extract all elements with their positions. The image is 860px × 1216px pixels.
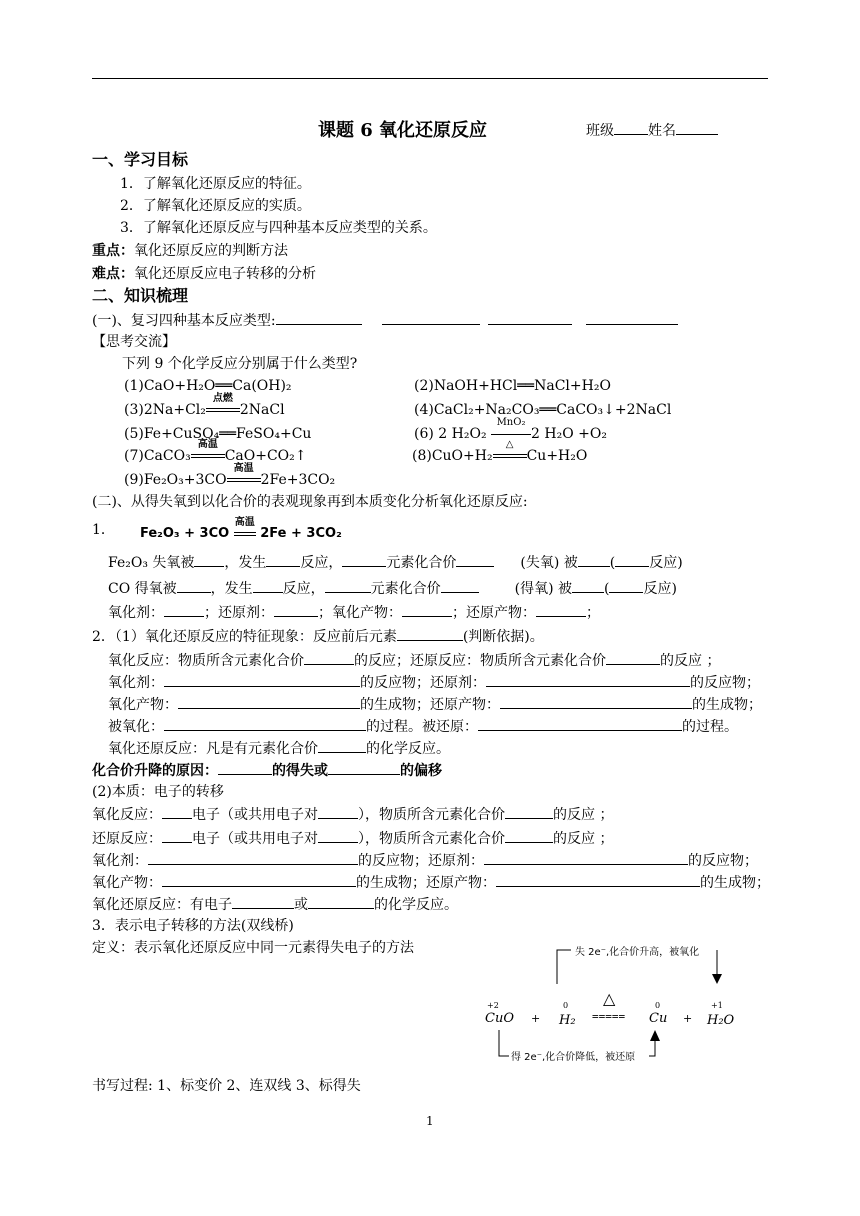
blank[interactable] [500,694,692,709]
species-cu: Cu [649,1011,668,1026]
blank[interactable] [609,578,643,593]
product-line-2: 氧化产物： 的生成物；还原产物： 的生成物； [92,872,770,893]
agent-line-2: 氧化剂： 的反应物；还原剂： 的反应物； [92,850,758,871]
blank[interactable] [162,804,192,819]
method-heading: 3．表示电子转移的方法(双线桥) [92,918,294,934]
ox-state-cu: 0 [655,1001,661,1010]
blank[interactable] [505,804,553,819]
ox-state-h2o: +1 [711,1001,723,1010]
top-bridge-left [557,950,571,984]
species-h2: H₂ [559,1013,576,1028]
ox-state-h2: 0 [563,1001,569,1010]
equals-sign: ===== [592,1010,626,1023]
species-h2o: H₂O [707,1013,735,1028]
re-reaction-2: 还原反应： 电子（或共用电子对 ），物质所含元素化合价 的反应 ； [92,828,613,849]
oxidized-line: 被氧化： 的过程。被还原： 的过程。 [108,716,738,737]
bottom-label: 得 2e⁻,化合价降低，被还原 [511,1052,636,1063]
blank[interactable] [586,310,678,325]
redox-def-line: 氧化还原反应：凡是有元素化合价 的化学反应。 [108,738,450,759]
review-line: (一)、复习四种基本反应类型: [92,310,678,331]
blank[interactable] [318,738,366,753]
top-label: 失 2e⁻,化合价升高，被氧化 [575,947,700,958]
blank[interactable] [148,850,358,865]
class-name-field: 班级 姓名 [586,120,718,140]
essence-line: (2)本质：电子的转移 [92,784,224,800]
blank[interactable] [488,310,572,325]
blank[interactable] [274,602,318,617]
agent-line: 氧化剂： 的反应物；还原剂： 的反应物； [108,672,760,693]
class-blank[interactable] [614,120,648,135]
equation-1: (1)CaO+H₂O══Ca(OH)₂ [124,378,292,394]
page-title: 课题 6 氧化还原反应 [318,120,488,141]
think-heading: 【思考交流】 [92,334,176,350]
blank[interactable] [318,804,358,819]
product-line: 氧化产物： 的生成物；还原产物： 的生成物； [108,694,762,715]
name-blank[interactable] [676,120,718,135]
fe2o3-row: Fe₂O₃ 失氧被 ，发生 反应， 元素化合价 (失氧) 被 ( 反应) [108,552,683,573]
plus-2: + [683,1012,693,1025]
equation-3: (3)2Na+Cl₂ 点燃 2NaCl [124,393,285,418]
heat-condition: △ [603,989,616,1008]
ox-state-cuo: +2 [487,1001,499,1010]
blank[interactable] [572,578,604,593]
section-heading-knowledge: 二、知识梳理 [92,286,189,305]
blank[interactable] [218,760,272,775]
blank[interactable] [606,650,660,665]
blank[interactable] [194,552,224,567]
blank[interactable] [266,552,300,567]
blank[interactable] [536,602,586,617]
blank[interactable] [456,552,494,567]
blank[interactable] [308,894,374,909]
equation-8: (8)CuO+H₂ △ Cu+H₂O [412,439,588,464]
goal-1: 1．了解氧化还原反应的特征。 [120,176,311,192]
roles-row: 氧化剂： ；还原剂： ；氧化产物： ；还原产物： ； [108,602,600,623]
electron-transfer-diagram [475,940,775,1065]
part2-heading: (二)、从得失氧到以化合价的表观现象再到本质变化分析氧化还原反应: [92,494,528,510]
ox-reaction-line: 氧化反应：物质所含元素化合价 的反应；还原反应：物质所含元素化合价 的反应 ； [108,650,720,671]
blank[interactable] [342,552,386,567]
equation-5: (5)Fe+CuSO₄══FeSO₄+Cu [124,426,312,442]
blank[interactable] [402,602,452,617]
blank[interactable] [328,760,400,775]
co-row: CO 得氧被 ，发生 反应， 元素化合价 (得氧) 被 ( 反应) [108,578,677,599]
equation-4: (4)CaCl₂+Na₂CO₃══CaCO₃↓+2NaCl [414,402,672,418]
blank[interactable] [478,716,682,731]
blank[interactable] [496,872,700,887]
blank[interactable] [382,310,480,325]
species-cuo: CuO [485,1011,514,1026]
blank[interactable] [178,694,360,709]
blank[interactable] [441,578,479,593]
blank[interactable] [397,626,463,641]
equation-9: (9)Fe₂O₃+3CO 高温 2Fe+3CO₂ [124,463,336,488]
blank[interactable] [162,828,192,843]
blank[interactable] [318,828,358,843]
blank[interactable] [232,894,294,909]
bottom-arrowhead [650,1030,660,1041]
blank[interactable] [505,828,553,843]
feature-line: 2．（1）氧化还原反应的特征现象：反应前后元素 (判断依据)。 [92,626,544,647]
blank[interactable] [578,552,610,567]
question: 下列 9 个化学反应分别属于什么类型? [122,356,358,372]
goal-2: 2．了解氧化还原反应的实质。 [120,198,311,214]
blank[interactable] [177,578,211,593]
redox-def-2: 氧化还原反应：有电子 或 的化学反应。 [92,894,458,915]
example-equation: Fe₂O₃ + 3CO 高温 2Fe + 3CO₂ [140,517,342,541]
equation-2: (2)NaOH+HCl══NaCl+H₂O [414,378,611,394]
section-heading-goals: 一、学习目标 [92,150,189,169]
definition-line: 定义：表示氧化还原反应中同一元素得失电子的方法 [92,940,414,956]
top-arrowhead [712,974,722,984]
writing-steps: 书写过程: 1、标变价 2、连双线 3、标得失 [92,1078,361,1094]
equation-6: (6) 2 H₂O₂ MnO₂ 2 H₂O +O₂ [414,417,607,442]
blank[interactable] [486,672,690,687]
blank[interactable] [253,578,283,593]
ox-reaction-2: 氧化反应： 电子（或共用电子对 ），物质所含元素化合价 的反应 ； [92,804,613,825]
page-number: 1 [426,1114,434,1128]
goal-3: 3．了解氧化还原反应与四种基本反应类型的关系。 [120,220,437,236]
blank[interactable] [325,578,371,593]
item-1-number: 1． [92,522,115,538]
reason-line: 化合价升降的原因： 的得失或 的偏移 [92,760,442,781]
key-point: 重点：氧化还原反应的判断方法 [92,243,288,259]
blank[interactable] [615,552,649,567]
blank[interactable] [276,310,362,325]
blank[interactable] [164,672,360,687]
blank[interactable] [164,716,366,731]
blank[interactable] [164,602,204,617]
blank[interactable] [304,650,354,665]
plus-1: + [531,1012,541,1025]
header-rule [92,78,768,79]
blank[interactable] [484,850,688,865]
blank[interactable] [162,872,356,887]
equation-7: (7)CaCO₃ 高温 CaO+CO₂↑ [124,439,307,464]
difficulty-point: 难点：氧化还原反应电子转移的分析 [92,266,316,282]
